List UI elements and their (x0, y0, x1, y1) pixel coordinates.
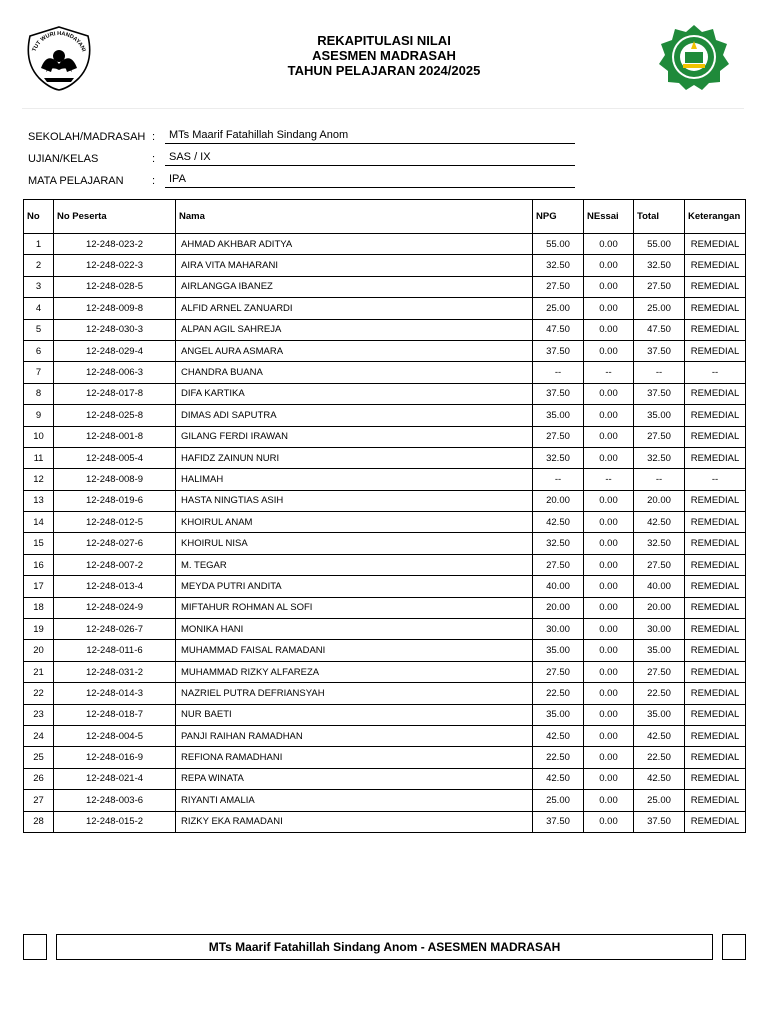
cell-nessai: 0.00 (584, 298, 634, 319)
table-row (24, 447, 746, 468)
cell-keterangan: REMEDIAL (685, 597, 746, 618)
page-header (22, 22, 746, 96)
cell-total: 40.00 (634, 576, 685, 597)
cell-nama: MUHAMMAD FAISAL RAMADANI (176, 640, 533, 661)
cell-keterangan: REMEDIAL (685, 340, 746, 361)
cell-nessai: 0.00 (584, 255, 634, 276)
cell-nessai: 0.00 (584, 747, 634, 768)
cell-total: 22.50 (634, 747, 685, 768)
cell-npg: 27.50 (533, 554, 584, 575)
cell-keterangan: REMEDIAL (685, 255, 746, 276)
cell-total: -- (634, 362, 685, 383)
cell-no-peserta: 12-248-026-7 (54, 619, 176, 640)
cell-no-peserta: 12-248-005-4 (54, 447, 176, 468)
cell-no: 10 (24, 426, 54, 447)
table-row (24, 554, 746, 575)
footer-left-box (23, 934, 47, 960)
cell-keterangan: REMEDIAL (685, 747, 746, 768)
table-row (24, 234, 746, 255)
cell-no-peserta: 12-248-029-4 (54, 340, 176, 361)
cell-no: 23 (24, 704, 54, 725)
cell-nessai: 0.00 (584, 554, 634, 575)
cell-keterangan: REMEDIAL (685, 790, 746, 811)
cell-nessai: 0.00 (584, 790, 634, 811)
cell-nessai: 0.00 (584, 405, 634, 426)
cell-total: 42.50 (634, 512, 685, 533)
cell-npg: 27.50 (533, 276, 584, 297)
cell-total: 32.50 (634, 533, 685, 554)
cell-keterangan: REMEDIAL (685, 234, 746, 255)
cell-nama: RIZKY EKA RAMADANI (176, 811, 533, 832)
cell-no: 3 (24, 276, 54, 297)
cell-no-peserta: 12-248-014-3 (54, 683, 176, 704)
cell-nama: REPA WINATA (176, 768, 533, 789)
cell-nessai: 0.00 (584, 490, 634, 511)
cell-npg: 35.00 (533, 640, 584, 661)
cell-npg: 32.50 (533, 447, 584, 468)
cell-nessai: 0.00 (584, 768, 634, 789)
cell-npg: 37.50 (533, 811, 584, 832)
exam-info (28, 128, 578, 194)
cell-nama: HALIMAH (176, 469, 533, 490)
cell-no-peserta: 12-248-024-9 (54, 597, 176, 618)
page-footer (23, 934, 746, 960)
cell-npg: 35.00 (533, 704, 584, 725)
cell-keterangan: REMEDIAL (685, 811, 746, 832)
cell-keterangan: -- (685, 362, 746, 383)
cell-nama: HASTA NINGTIAS ASIH (176, 490, 533, 511)
cell-keterangan: REMEDIAL (685, 447, 746, 468)
table-row (24, 469, 746, 490)
cell-no-peserta: 12-248-003-6 (54, 790, 176, 811)
cell-total: 55.00 (634, 234, 685, 255)
cell-keterangan: REMEDIAL (685, 683, 746, 704)
document-title (22, 30, 746, 78)
cell-npg: 32.50 (533, 533, 584, 554)
cell-keterangan: REMEDIAL (685, 319, 746, 340)
cell-no-peserta: 12-248-030-3 (54, 319, 176, 340)
cell-keterangan: REMEDIAL (685, 298, 746, 319)
cell-nama: AIRLANGGA IBANEZ (176, 276, 533, 297)
exam-label: UJIAN/KELAS (28, 153, 99, 165)
cell-nama: MEYDA PUTRI ANDITA (176, 576, 533, 597)
school-row (28, 128, 578, 150)
title-line-2: ASESMEN MADRASAH (312, 48, 456, 63)
cell-no-peserta: 12-248-021-4 (54, 768, 176, 789)
exam-value: SAS / IX (165, 151, 575, 166)
cell-total: 42.50 (634, 768, 685, 789)
title-line-1: REKAPITULASI NILAI (317, 33, 451, 48)
cell-no-peserta: 12-248-016-9 (54, 747, 176, 768)
table-row (24, 747, 746, 768)
cell-npg: 27.50 (533, 661, 584, 682)
cell-total: 25.00 (634, 790, 685, 811)
table-row (24, 255, 746, 276)
cell-total: 37.50 (634, 383, 685, 404)
exam-colon: : (152, 153, 156, 165)
cell-nama: HAFIDZ ZAINUN NURI (176, 447, 533, 468)
cell-total: 35.00 (634, 704, 685, 725)
cell-nessai: 0.00 (584, 640, 634, 661)
cell-nama: AHMAD AKHBAR ADITYA (176, 234, 533, 255)
cell-nama: KHOIRUL NISA (176, 533, 533, 554)
column-header-no: No (24, 200, 54, 234)
cell-nessai: 0.00 (584, 319, 634, 340)
cell-npg: 27.50 (533, 426, 584, 447)
cell-total: 37.50 (634, 340, 685, 361)
table-row (24, 619, 746, 640)
cell-total: 37.50 (634, 811, 685, 832)
cell-nama: AIRA VITA MAHARANI (176, 255, 533, 276)
cell-no-peserta: 12-248-027-6 (54, 533, 176, 554)
cell-nessai: 0.00 (584, 426, 634, 447)
cell-total: 27.50 (634, 661, 685, 682)
table-row (24, 661, 746, 682)
table-row (24, 768, 746, 789)
cell-no: 6 (24, 340, 54, 361)
cell-nessai: 0.00 (584, 619, 634, 640)
cell-no-peserta: 12-248-013-4 (54, 576, 176, 597)
cell-keterangan: REMEDIAL (685, 725, 746, 746)
cell-no-peserta: 12-248-009-8 (54, 298, 176, 319)
cell-keterangan: REMEDIAL (685, 554, 746, 575)
logo-motto: TUT WURI HANDAYANI (31, 30, 87, 53)
cell-nessai: 0.00 (584, 683, 634, 704)
cell-npg: 37.50 (533, 340, 584, 361)
cell-no: 17 (24, 576, 54, 597)
cell-no: 19 (24, 619, 54, 640)
school-colon: : (152, 131, 156, 143)
cell-nama: CHANDRA BUANA (176, 362, 533, 383)
cell-no-peserta: 12-248-001-8 (54, 426, 176, 447)
cell-no-peserta: 12-248-031-2 (54, 661, 176, 682)
cell-no-peserta: 12-248-025-8 (54, 405, 176, 426)
cell-nessai: 0.00 (584, 533, 634, 554)
cell-nama: M. TEGAR (176, 554, 533, 575)
cell-total: 20.00 (634, 490, 685, 511)
cell-no: 20 (24, 640, 54, 661)
cell-nama: ANGEL AURA ASMARA (176, 340, 533, 361)
cell-keterangan: REMEDIAL (685, 383, 746, 404)
cell-no-peserta: 12-248-012-5 (54, 512, 176, 533)
cell-nessai: 0.00 (584, 276, 634, 297)
table-row (24, 319, 746, 340)
cell-keterangan: REMEDIAL (685, 576, 746, 597)
cell-no: 8 (24, 383, 54, 404)
table-row (24, 512, 746, 533)
kementerian-agama-logo (658, 24, 730, 90)
cell-npg: 42.50 (533, 512, 584, 533)
cell-no-peserta: 12-248-015-2 (54, 811, 176, 832)
cell-nama: MUHAMMAD RIZKY ALFAREZA (176, 661, 533, 682)
table-row (24, 383, 746, 404)
cell-no: 16 (24, 554, 54, 575)
cell-no: 26 (24, 768, 54, 789)
cell-total: 47.50 (634, 319, 685, 340)
cell-total: 27.50 (634, 276, 685, 297)
cell-no-peserta: 12-248-023-2 (54, 234, 176, 255)
cell-npg: 22.50 (533, 747, 584, 768)
cell-no: 1 (24, 234, 54, 255)
cell-keterangan: REMEDIAL (685, 704, 746, 725)
cell-total: 35.00 (634, 405, 685, 426)
cell-npg: 37.50 (533, 383, 584, 404)
cell-npg: 55.00 (533, 234, 584, 255)
table-row (24, 704, 746, 725)
cell-nessai: 0.00 (584, 661, 634, 682)
cell-total: 32.50 (634, 447, 685, 468)
cell-nama: MONIKA HANI (176, 619, 533, 640)
cell-no: 11 (24, 447, 54, 468)
cell-nama: DIFA KARTIKA (176, 383, 533, 404)
footer-right-box (722, 934, 746, 960)
cell-no: 2 (24, 255, 54, 276)
cell-no: 13 (24, 490, 54, 511)
cell-no: 5 (24, 319, 54, 340)
cell-no-peserta: 12-248-006-3 (54, 362, 176, 383)
column-header-no-peserta: No Peserta (54, 200, 176, 234)
column-header-npg: NPG (533, 200, 584, 234)
school-label: SEKOLAH/MADRASAH (28, 131, 146, 143)
column-header-total: Total (634, 200, 685, 234)
table-row (24, 276, 746, 297)
cell-total: 25.00 (634, 298, 685, 319)
cell-no-peserta: 12-248-017-8 (54, 383, 176, 404)
cell-no-peserta: 12-248-008-9 (54, 469, 176, 490)
table-row (24, 533, 746, 554)
cell-total: 20.00 (634, 597, 685, 618)
cell-total: 32.50 (634, 255, 685, 276)
column-header-nessai: NEssai (584, 200, 634, 234)
table-row (24, 790, 746, 811)
cell-nama: PANJI RAIHAN RAMADHAN (176, 725, 533, 746)
cell-npg: 25.00 (533, 298, 584, 319)
table-row (24, 362, 746, 383)
cell-no: 4 (24, 298, 54, 319)
cell-npg: 42.50 (533, 725, 584, 746)
cell-npg: 25.00 (533, 790, 584, 811)
cell-nama: KHOIRUL ANAM (176, 512, 533, 533)
cell-nessai: -- (584, 362, 634, 383)
cell-no-peserta: 12-248-028-5 (54, 276, 176, 297)
cell-total: 27.50 (634, 554, 685, 575)
column-header-keterangan: Keterangan (685, 200, 746, 234)
header-divider (22, 108, 744, 109)
cell-keterangan: REMEDIAL (685, 640, 746, 661)
table-row (24, 597, 746, 618)
cell-nama: GILANG FERDI IRAWAN (176, 426, 533, 447)
cell-no-peserta: 12-248-022-3 (54, 255, 176, 276)
cell-keterangan: REMEDIAL (685, 512, 746, 533)
cell-npg: 20.00 (533, 597, 584, 618)
cell-nessai: 0.00 (584, 704, 634, 725)
cell-no-peserta: 12-248-004-5 (54, 725, 176, 746)
cell-no-peserta: 12-248-018-7 (54, 704, 176, 725)
cell-nessai: 0.00 (584, 811, 634, 832)
cell-nessai: 0.00 (584, 512, 634, 533)
cell-npg: 40.00 (533, 576, 584, 597)
table-row (24, 576, 746, 597)
cell-nama: REFIONA RAMADHANI (176, 747, 533, 768)
cell-no: 28 (24, 811, 54, 832)
cell-npg: -- (533, 362, 584, 383)
cell-nessai: 0.00 (584, 576, 634, 597)
footer-text: MTs Maarif Fatahillah Sindang Anom - ASESMEN MADRASAH (56, 934, 713, 960)
table-row (24, 405, 746, 426)
cell-no: 15 (24, 533, 54, 554)
subject-label: MATA PELAJARAN (28, 175, 124, 187)
cell-keterangan: REMEDIAL (685, 490, 746, 511)
cell-total: 22.50 (634, 683, 685, 704)
cell-keterangan: REMEDIAL (685, 533, 746, 554)
cell-npg: 42.50 (533, 768, 584, 789)
cell-npg: 35.00 (533, 405, 584, 426)
cell-npg: 47.50 (533, 319, 584, 340)
cell-total: 42.50 (634, 725, 685, 746)
cell-total: 27.50 (634, 426, 685, 447)
cell-total: 35.00 (634, 640, 685, 661)
cell-nessai: 0.00 (584, 447, 634, 468)
cell-no: 22 (24, 683, 54, 704)
cell-nessai: 0.00 (584, 234, 634, 255)
cell-no: 27 (24, 790, 54, 811)
cell-no-peserta: 12-248-007-2 (54, 554, 176, 575)
cell-nama: ALFID ARNEL ZANUARDI (176, 298, 533, 319)
cell-nama: NUR BAETI (176, 704, 533, 725)
cell-no-peserta: 12-248-011-6 (54, 640, 176, 661)
cell-no: 25 (24, 747, 54, 768)
table-row (24, 340, 746, 361)
cell-keterangan: REMEDIAL (685, 426, 746, 447)
table-header-row (24, 200, 746, 234)
cell-nama: RIYANTI AMALIA (176, 790, 533, 811)
title-line-3: TAHUN PELAJARAN 2024/2025 (287, 63, 481, 78)
cell-no: 7 (24, 362, 54, 383)
subject-colon: : (152, 175, 156, 187)
cell-no-peserta: 12-248-019-6 (54, 490, 176, 511)
cell-nama: NAZRIEL PUTRA DEFRIANSYAH (176, 683, 533, 704)
cell-no: 12 (24, 469, 54, 490)
cell-nama: ALPAN AGIL SAHREJA (176, 319, 533, 340)
table-row (24, 426, 746, 447)
cell-nama: MIFTAHUR ROHMAN AL SOFI (176, 597, 533, 618)
cell-no: 9 (24, 405, 54, 426)
cell-npg: 32.50 (533, 255, 584, 276)
column-header-nama: Nama (176, 200, 533, 234)
table-row (24, 683, 746, 704)
cell-nessai: -- (584, 469, 634, 490)
cell-keterangan: REMEDIAL (685, 661, 746, 682)
table-row (24, 725, 746, 746)
cell-npg: -- (533, 469, 584, 490)
cell-total: -- (634, 469, 685, 490)
cell-keterangan: REMEDIAL (685, 405, 746, 426)
cell-no: 24 (24, 725, 54, 746)
cell-nessai: 0.00 (584, 340, 634, 361)
cell-npg: 22.50 (533, 683, 584, 704)
exam-row (28, 150, 578, 172)
subject-row (28, 172, 578, 194)
cell-nama: DIMAS ADI SAPUTRA (176, 405, 533, 426)
cell-nessai: 0.00 (584, 725, 634, 746)
cell-total: 30.00 (634, 619, 685, 640)
cell-no: 21 (24, 661, 54, 682)
cell-keterangan: REMEDIAL (685, 276, 746, 297)
cell-no: 14 (24, 512, 54, 533)
table-row (24, 490, 746, 511)
table-row (24, 298, 746, 319)
cell-nessai: 0.00 (584, 597, 634, 618)
subject-value: IPA (165, 173, 575, 188)
school-value: MTs Maarif Fatahillah Sindang Anom (165, 129, 575, 144)
grades-table (23, 199, 746, 833)
cell-npg: 30.00 (533, 619, 584, 640)
cell-keterangan: REMEDIAL (685, 768, 746, 789)
table-row (24, 640, 746, 661)
cell-keterangan: REMEDIAL (685, 619, 746, 640)
table-row (24, 811, 746, 832)
table-body (24, 234, 746, 833)
cell-keterangan: -- (685, 469, 746, 490)
cell-nessai: 0.00 (584, 383, 634, 404)
cell-no: 18 (24, 597, 54, 618)
cell-npg: 20.00 (533, 490, 584, 511)
